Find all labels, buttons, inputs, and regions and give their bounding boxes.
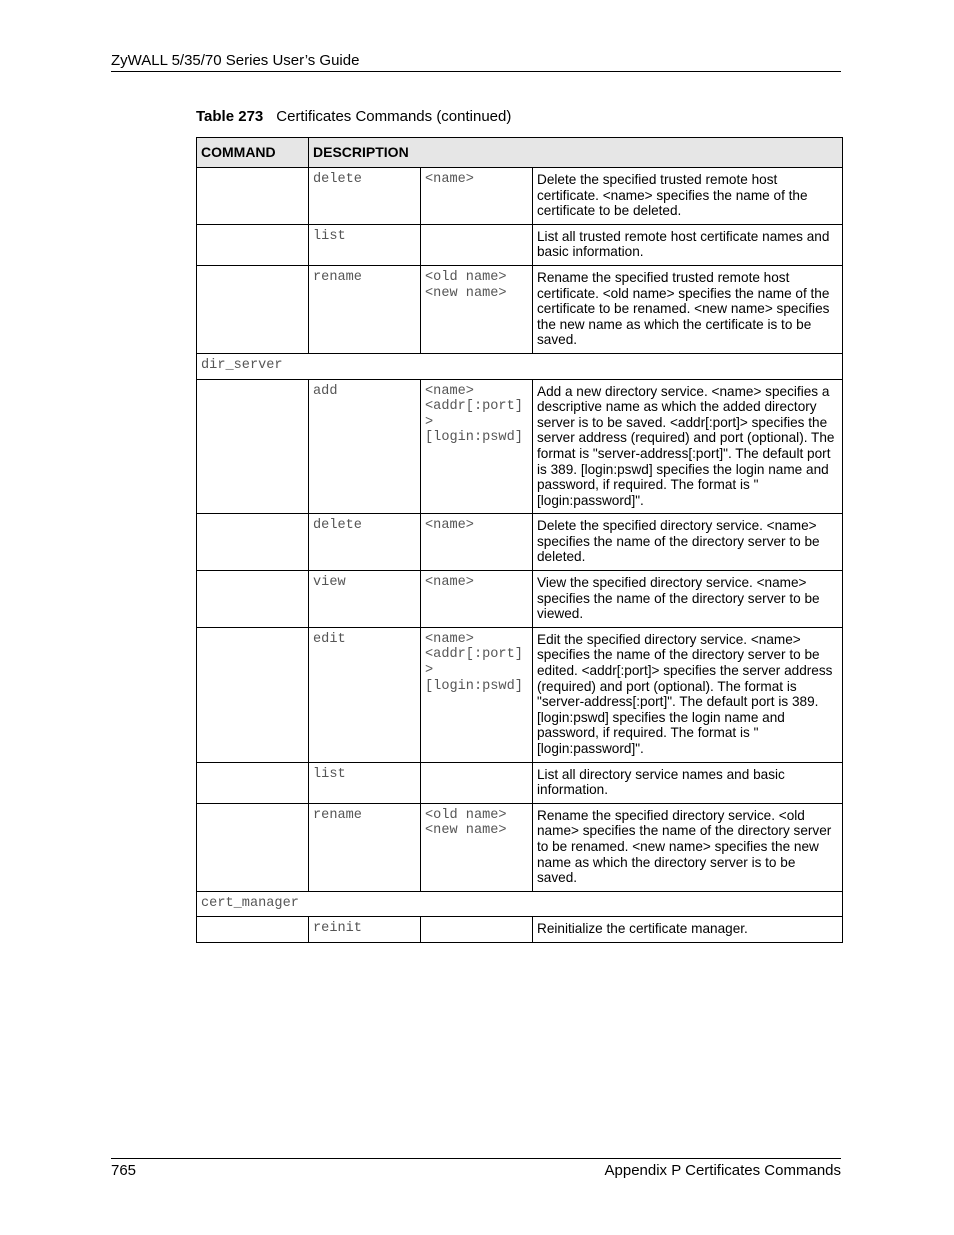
argument-cell: <name> <addr[:port] > [login:pswd] <box>421 627 533 762</box>
table-row <box>197 627 843 762</box>
subcommand-cell: list <box>309 224 421 265</box>
argument-cell <box>421 224 533 265</box>
command-cell <box>197 265 309 353</box>
column-header-description: DESCRIPTION <box>309 138 843 168</box>
table-group-row <box>197 891 843 917</box>
argument-cell <box>421 917 533 943</box>
footer-section-title: Appendix P Certificates Commands <box>604 1162 841 1179</box>
argument-cell: <name> <box>421 571 533 628</box>
command-cell <box>197 379 309 514</box>
table-header-row <box>197 138 843 168</box>
command-cell <box>197 627 309 762</box>
table-group-row <box>197 353 843 379</box>
description-cell: Reinitialize the certificate manager. <box>533 917 843 943</box>
description-cell: List all trusted remote host certificate names and basic information. <box>533 224 843 265</box>
subcommand-cell: view <box>309 571 421 628</box>
description-cell: Add a new directory service. <name> specifies a descriptive name as which the added directory server is to be saved. <addr[:port]> specifies the server address (required) and port (optional). The format is "server-address[:port]". The default port is 389. [login:pswd] specifies the login name and password, if required. The format is "[login:password]". <box>533 379 843 514</box>
argument-cell: <name> <addr[:port] > [login:pswd] <box>421 379 533 514</box>
footer-rule <box>111 1158 841 1159</box>
command-cell <box>197 803 309 891</box>
subcommand-cell: delete <box>309 514 421 571</box>
page-header-title: ZyWALL 5/35/70 Series User’s Guide <box>111 52 360 69</box>
command-cell <box>197 514 309 571</box>
argument-cell: <name> <box>421 168 533 225</box>
table-caption-label: Table 273 <box>196 108 264 125</box>
table-caption-text: Certificates Commands (continued) <box>276 108 512 125</box>
description-cell: Delete the specified directory service. <name> specifies the name of the directory server to be deleted. <box>533 514 843 571</box>
subcommand-cell: list <box>309 762 421 803</box>
command-cell <box>197 571 309 628</box>
table-row <box>197 265 843 353</box>
commands-table <box>196 137 843 943</box>
description-cell: Delete the specified trusted remote host certificate. <name> specifies the name of the certificate to be deleted. <box>533 168 843 225</box>
table-row <box>197 803 843 891</box>
argument-cell: <old name> <new name> <box>421 265 533 353</box>
command-cell <box>197 917 309 943</box>
subcommand-cell: rename <box>309 265 421 353</box>
table-row <box>197 224 843 265</box>
subcommand-cell: delete <box>309 168 421 225</box>
table-row <box>197 514 843 571</box>
subcommand-cell: rename <box>309 803 421 891</box>
header-rule <box>111 71 841 72</box>
page-number: 765 <box>111 1162 137 1179</box>
group-command: cert_manager <box>197 891 843 917</box>
subcommand-cell: add <box>309 379 421 514</box>
subcommand-cell: reinit <box>309 917 421 943</box>
table-row <box>197 762 843 803</box>
description-cell: List all directory service names and basic information. <box>533 762 843 803</box>
table-row <box>197 379 843 514</box>
table-row <box>197 917 843 943</box>
subcommand-cell: edit <box>309 627 421 762</box>
group-command: dir_server <box>197 353 843 379</box>
table-row <box>197 168 843 225</box>
argument-cell: <name> <box>421 514 533 571</box>
command-cell <box>197 224 309 265</box>
description-cell: Edit the specified directory service. <name> specifies the name of the directory server to be edited. <addr[:port]> specifies the server address (required) and port (optional). The format is "server-address[:port]". The default port is 389. [login:pswd] specifies the login name and password, if required. The format is "[login:password]". <box>533 627 843 762</box>
description-cell: Rename the specified trusted remote host certificate. <old name> specifies the name of the certificate to be renamed. <new name> specifies the new name as which the certificate is to be saved. <box>533 265 843 353</box>
table-body <box>197 168 843 943</box>
table-row <box>197 571 843 628</box>
table-caption <box>196 107 511 127</box>
description-cell: Rename the specified directory service. <old name> specifies the name of the directory server to be renamed. <new name> specifies the new name as which the directory server is to be saved. <box>533 803 843 891</box>
argument-cell <box>421 762 533 803</box>
argument-cell: <old name> <new name> <box>421 803 533 891</box>
command-cell <box>197 762 309 803</box>
command-cell <box>197 168 309 225</box>
description-cell: View the specified directory service. <name> specifies the name of the directory server to be viewed. <box>533 571 843 628</box>
column-header-command: COMMAND <box>197 138 309 168</box>
